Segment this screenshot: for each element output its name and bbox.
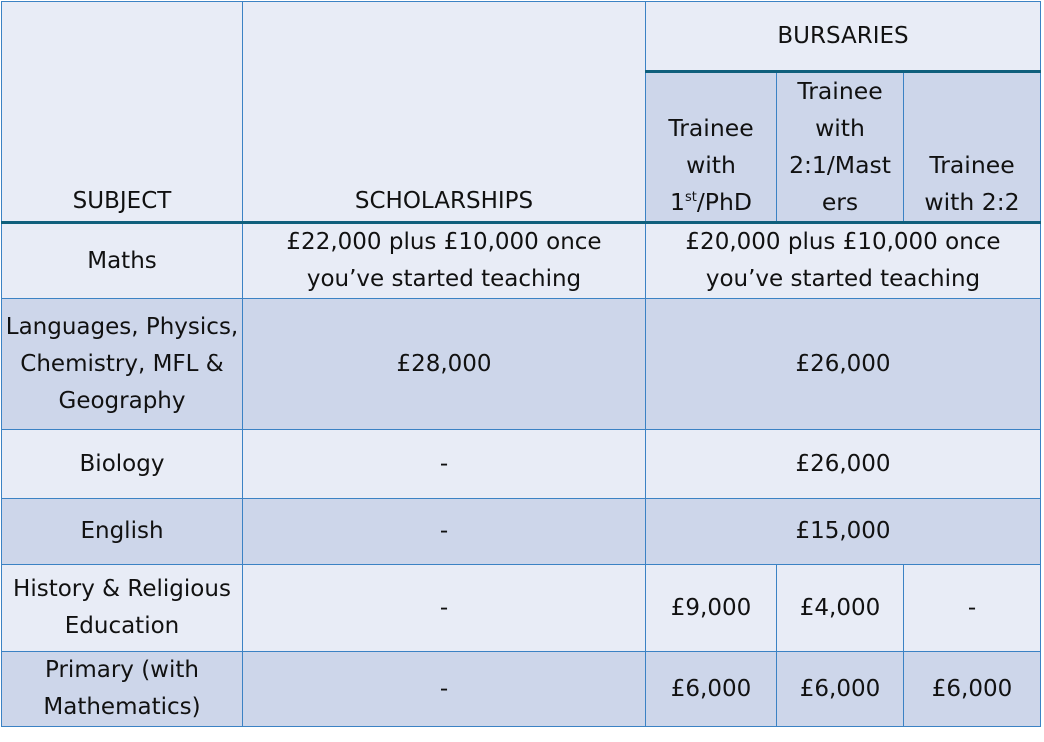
trainee-21-line4: ers (821, 188, 859, 216)
scholarship-cell: - (243, 652, 646, 727)
bursary-21-cell: £4,000 (777, 565, 904, 652)
bursary-cell: £26,000 (646, 430, 1041, 499)
trainee-first-main: Trainee with 1 (668, 114, 754, 216)
trainee-21-line3: 2:1/Mast (789, 151, 891, 179)
trainee-21-line1: Trainee (797, 77, 883, 105)
bursary-21-cell: £6,000 (777, 652, 904, 727)
scholarship-cell: - (243, 430, 646, 499)
trainee-22-label: Trainee with 2:2 (924, 151, 1020, 216)
trainee-first-header (646, 72, 777, 223)
subject-cell: History & Religious Education (2, 565, 243, 652)
subject-cell (2, 652, 243, 727)
bursary-22-cell: £6,000 (904, 652, 1041, 727)
trainee-21-line2: with (815, 114, 865, 142)
trainee-21-header (777, 72, 904, 223)
bursary-cell (646, 223, 1041, 299)
scholarship-cell: - (243, 565, 646, 652)
trainee-first-label (666, 110, 756, 221)
funding-table (1, 1, 1041, 727)
subject-header (2, 2, 243, 223)
scholarship-value: £22,000 plus £10,000 once you’ve started teaching (286, 229, 602, 292)
table-row (2, 565, 1041, 652)
scholarship-cell: £28,000 (243, 299, 646, 430)
scholarship-cell (243, 223, 646, 299)
trainee-first-tail: /PhD (696, 188, 752, 216)
table-row (2, 223, 1041, 299)
bursary-first-cell: £9,000 (646, 565, 777, 652)
scholarships-header (243, 2, 646, 223)
table-row (2, 499, 1041, 565)
trainee-first-sup: st (685, 190, 697, 206)
trainee-22-header (904, 72, 1041, 223)
bursaries-header-label: BURSARIES (777, 22, 909, 49)
scholarships-header-label: SCHOLARSHIPS (354, 188, 534, 214)
bursary-cell: £26,000 (646, 299, 1041, 430)
table-row (2, 430, 1041, 499)
subject-cell: Languages, Physics, Chemistry, MFL & Geography (2, 299, 243, 430)
table-row (2, 652, 1041, 727)
header-row-top (2, 2, 1041, 72)
subject-cell: English (2, 499, 243, 565)
subject-cell: Biology (2, 430, 243, 499)
bursary-value: £20,000 plus £10,000 once you’ve started teaching (685, 229, 1001, 292)
scholarship-cell: - (243, 499, 646, 565)
bursary-22-cell: - (904, 565, 1041, 652)
subject-header-label: SUBJECT (72, 188, 172, 214)
subject-cell: Maths (2, 223, 243, 299)
bursary-first-cell: £6,000 (646, 652, 777, 727)
bursaries-header (646, 2, 1041, 72)
subject-value: Primary (with Mathematics) (43, 657, 201, 720)
table-row (2, 299, 1041, 430)
bursary-cell: £15,000 (646, 499, 1041, 565)
